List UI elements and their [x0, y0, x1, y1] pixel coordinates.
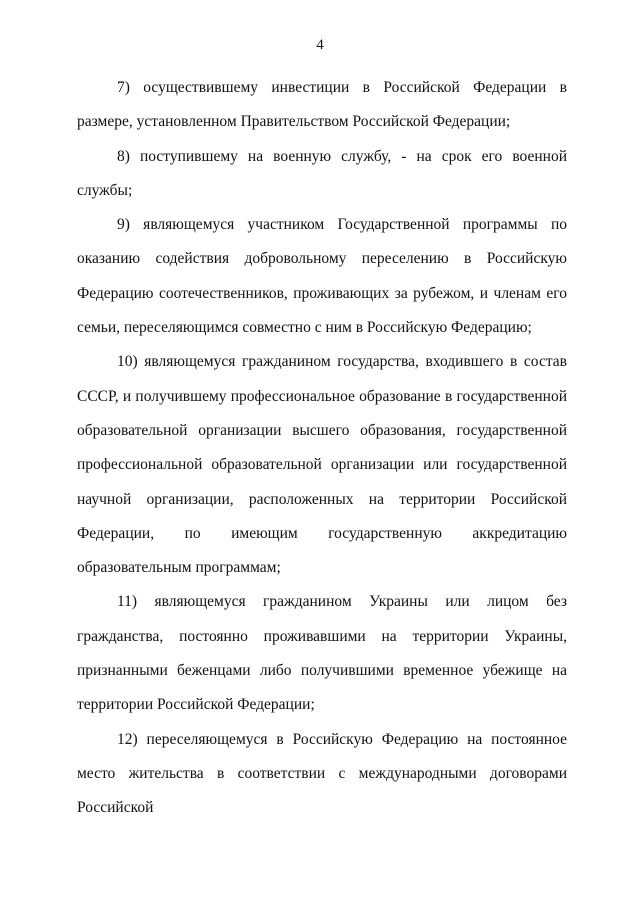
paragraph-item-12: 12) переселяющемуся в Российскую Федерацию на постоянное место жительства в соответствии с международными договорами Российской	[77, 730, 567, 817]
paragraph-item-7: 7) осуществившему инвестиции в Российской Федерации в размере, установленном Правительством Российской Федерации;	[77, 79, 567, 131]
document-body	[77, 71, 567, 826]
paragraph-item-8: 8) поступившему на военную службу, - на срок его военной службы;	[77, 147, 567, 199]
paragraph-item-9: 9) являющемуся участником Государственной программы по оказанию содействия добровольному переселению в Российскую Федерацию соотечественников, проживающих за рубежом, и членам его семьи, переселяющимся совместно с ним в Российскую Федерацию;	[77, 216, 567, 337]
page-number: 4	[316, 37, 324, 53]
paragraph-item-11: 11) являющемуся гражданином Украины или лицом без гражданства, постоянно проживавшими на территории Украины, признанными беженцами либо получившими временное убежище на территории Российской Федерации;	[77, 593, 567, 714]
paragraph-item-10: 10) являющемуся гражданином государства, входившего в состав СССР, и получившему профессиональное образование в государственной образовательной организации высшего образования, государственной профессиональной образовательной организации или государственной научной организации, расположенных на территории Российской Федерации, по имеющим государственную аккредитацию образовательным программам;	[77, 353, 567, 577]
